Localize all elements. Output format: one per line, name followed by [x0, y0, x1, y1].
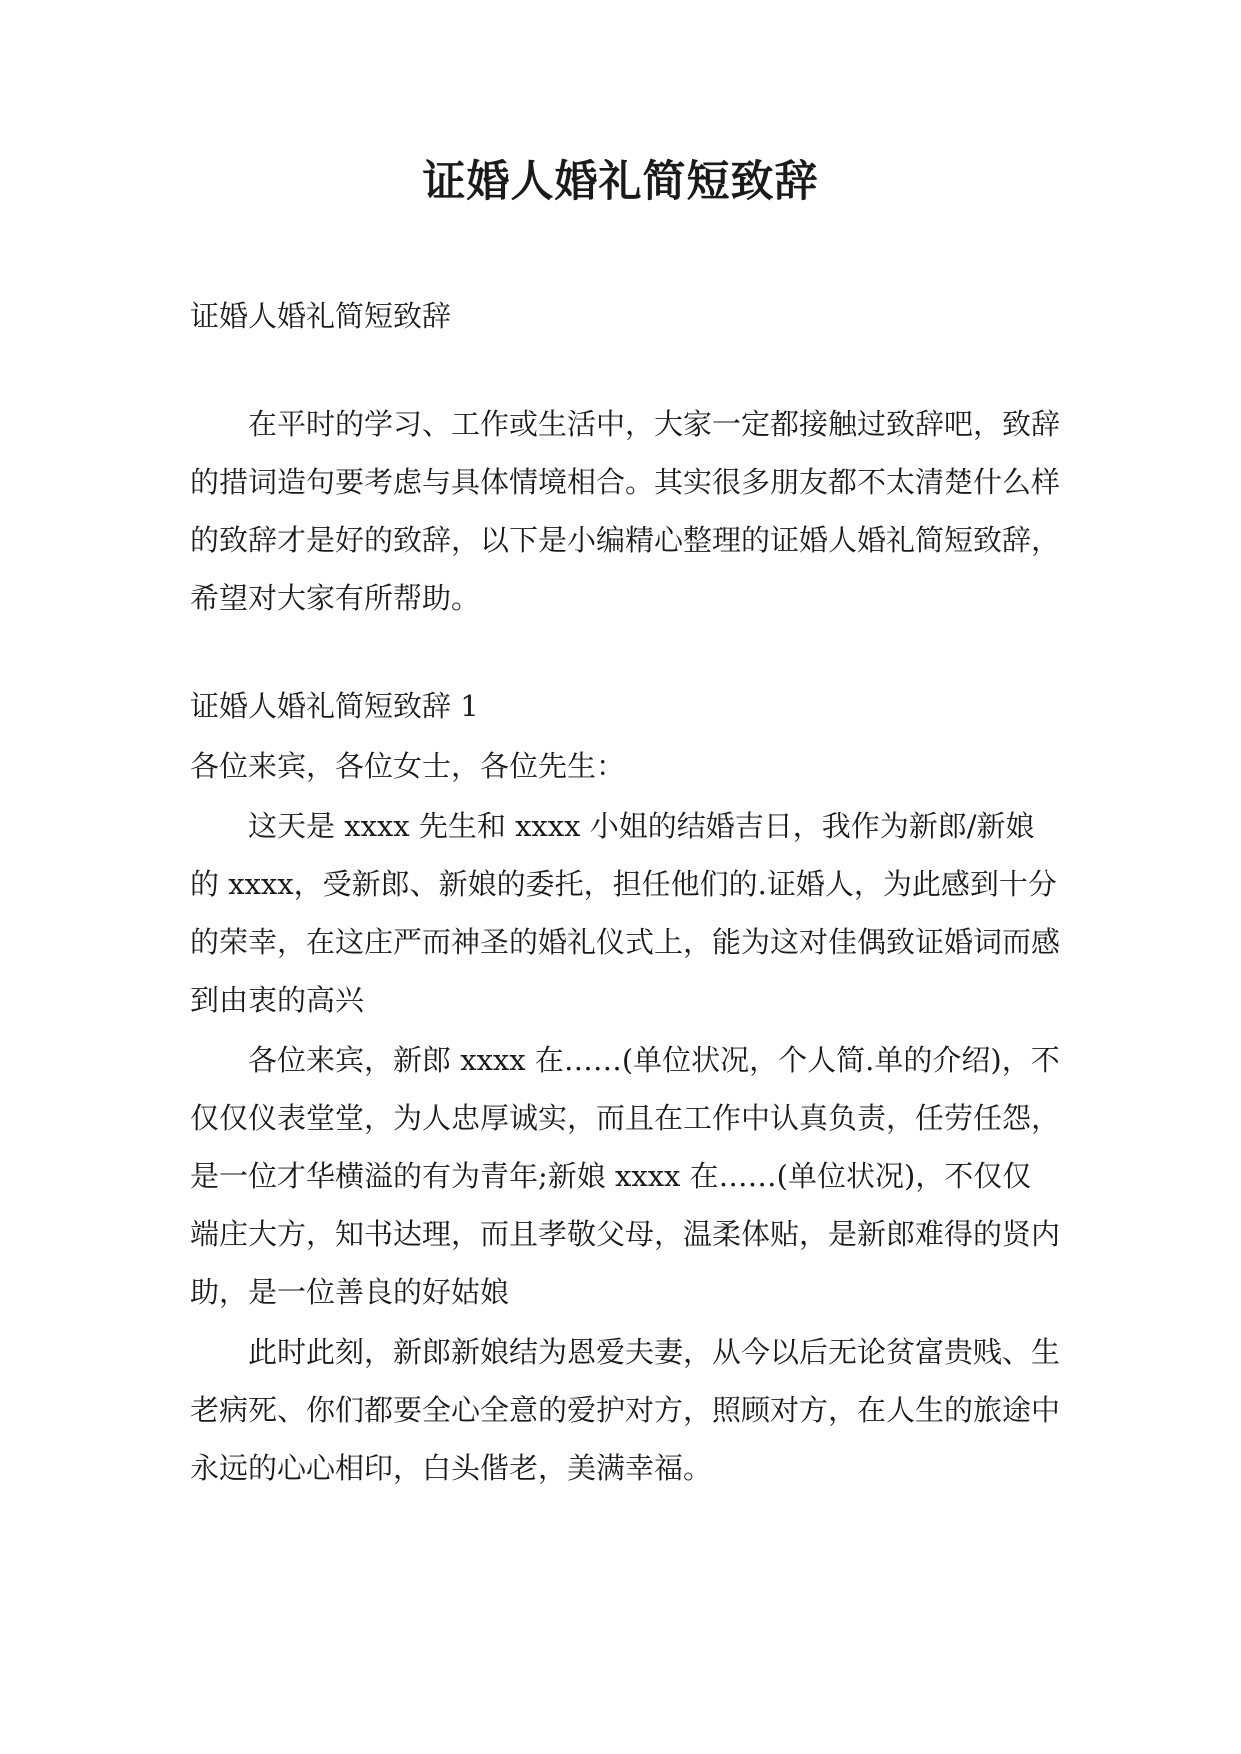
- document-title: 证婚人婚礼简短致辞: [422, 157, 819, 207]
- section-heading: 证婚人婚礼简短致辞 1: [190, 689, 479, 723]
- body-paragraph-2: 各位来宾，新郎 xxxx 在……(单位状况，个人简.单的介绍)，不仅仅仪表堂堂，为人忠厚诚实，而且在工作中认真负责，任劳任怨，是一位才华横溢的有为青年;新娘 xxxx 在……(单位状况)，不仅仅端庄大方，知书达理，而且孝敬父母，温柔体贴，是新郎难得的贤内助，是一位善良的好姑娘: [190, 1043, 1061, 1309]
- document-subtitle: 证婚人婚礼简短致辞: [190, 299, 452, 333]
- greeting-line: 各位来宾，各位女士，各位先生：: [190, 749, 626, 783]
- body-paragraph-1: 这天是 xxxx 先生和 xxxx 小姐的结婚吉日，我作为新郎/新娘的 xxxx，受新郎、新娘的委托，担任他们的.证婚人，为此感到十分的荣幸，在这庄严而神圣的婚礼仪式上，能为这对佳偶致证婚词而感到由衷的高兴: [190, 809, 1061, 1017]
- document-body: [190, 287, 1060, 1497]
- intro-paragraph: 在平时的学习、工作或生活中，大家一定都接触过致辞吧，致辞的措词造句要考虑与具体情境相合。其实很多朋友都不太清楚什么样的致辞才是好的致辞，以下是小编精心整理的证婚人婚礼简短致辞，希望对大家有所帮助。: [190, 407, 1061, 615]
- body-paragraph-3: 此时此刻，新郎新娘结为恩爱夫妻，从今以后无论贫富贵贱、生老病死、你们都要全心全意的爱护对方，照顾对方，在人生的旅途中永远的心心相印，白头偕老，美满幸福。: [190, 1335, 1061, 1485]
